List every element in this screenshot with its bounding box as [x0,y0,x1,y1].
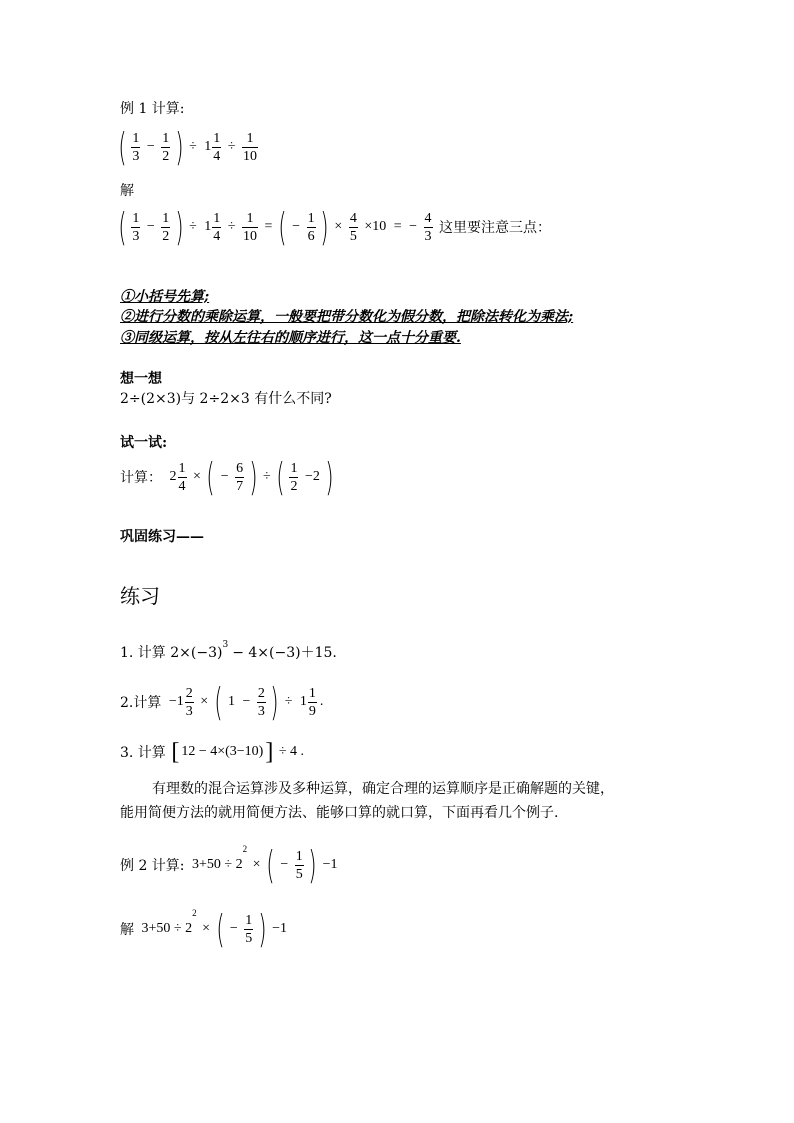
practice-item-1: 1. 计算 $2\times(-3)^3 - 4\times(-3)+15$. [120,640,337,661]
example2-expression: 例 2 计算: $3+50 \div 2^2$ × ( − $\frac{1}{5}$ ) −1 [120,843,338,887]
practice-title: 练习 [120,584,160,608]
fraction: $\frac{1}{2}$ [162,130,170,164]
example1-expression: ( $\frac{1}{3}$ − $\frac{1}{2}$ ) ÷ 1 $\frac{1}{4}$ ÷ $\frac{1}{10}$ [118,125,257,169]
example1-solution: ( $\frac{1}{3}$ − $\frac{1}{2}$ ) ÷ 1 $\frac{1}{4}$ ÷ $\frac{1}{10}$ = ( − $\frac{1}{6}$ ) × $\frac{4}{5}$ ×10 = − $\frac{4}{3}$ 这里要注意三点： [118,205,552,249]
fraction: $\frac{1}{10}$ [242,130,257,164]
fraction: $\frac{1}{3}$ [132,130,140,164]
fraction: $\frac{1}{4}$ [213,130,221,164]
example1-heading: 例 1 计算: [120,101,185,117]
practice-item-3: 3. 计算 [ 12 − 4×(3−10)] ÷ 4 . [120,739,305,765]
consolidate-title: 巩固练习—— [120,529,204,545]
paragraph-line-2: 能用简便方法的就用简便方法、能够口算的就口算，下面再看几个例子. [120,805,559,821]
paragraph-line-1: 有理数的混合运算涉及多种运算，确定合理的运算顺序是正确解题的关键， [152,781,614,797]
practice-item-2: 2.计算 −1 $\frac{2}{3}$ × ( 1 − $\frac{2}{3}$ ) ÷ 1 $\frac{1}{9}$ . [120,680,324,724]
note-2: ②进行分数的乘除运算，一般要把带分数化为假分数，把除法转化为乘法; [120,309,574,325]
think-question: 2÷(2×3)与 2÷2×3 有什么不同? [120,391,332,407]
try-title: 试一试: [120,435,168,451]
solution-label: 解 [120,183,134,199]
note-3: ③同级运算，按从左往右的顺序进行，这一点十分重要. [120,330,461,346]
note-1: ①小括号先算; [120,289,210,305]
example2-solution: 解 $3+50 \div 2^2$ × ( − $\frac{1}{5}$ ) −1 [120,907,287,951]
try-expression: 计算： 2 $\frac{1}{4}$ × ( − $\frac{6}{7}$ ) ÷ ( $\frac{1}{2}$ −2 ) [120,455,334,499]
note-intro: 这里要注意三点： [439,220,552,236]
think-title: 想一想 [120,371,162,387]
